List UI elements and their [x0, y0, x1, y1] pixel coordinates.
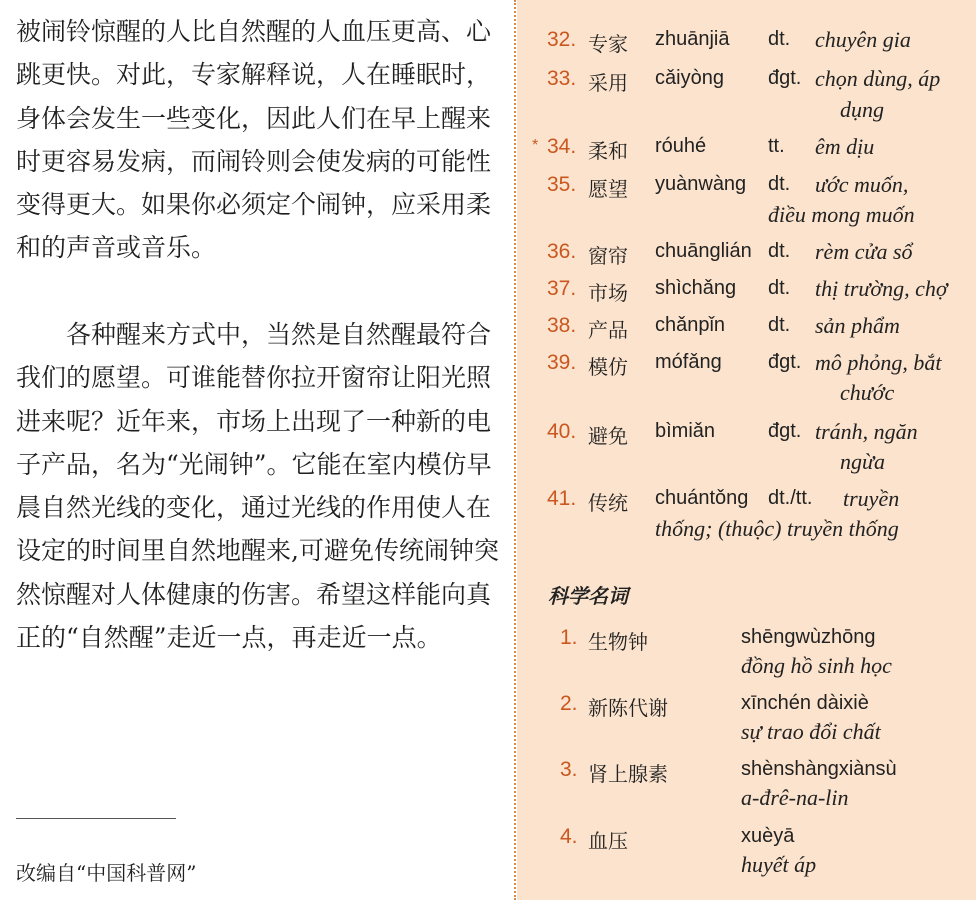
vocab-number: 36.: [547, 240, 577, 263]
term-meaning: sự trao đổi chất: [741, 719, 881, 744]
term-meaning: a-đrê-na-lin: [741, 785, 849, 810]
vocab-meaning: êm dịu: [815, 134, 875, 159]
vocab-pinyin: zhuānjiā: [655, 28, 730, 50]
article-paragraph-1: 被闹铃惊醒的人比自然醒的人血压更高、心跳更快。对此，专家解释说，人在睡眠时，身体会发生一些变化，因此人们在早上醒来时更容易发病，而闹铃则会使发病的可能性变得更大。如果你必须定个闹钟，应采用柔和的声音或音乐。: [16, 17, 492, 263]
vocab-chinese: 模仿: [588, 355, 628, 379]
vocab-pinyin: cǎiyòng: [655, 67, 724, 89]
term-pinyin: shēngwùzhōng: [741, 626, 876, 648]
vocab-pinyin: yuànwàng: [655, 173, 747, 195]
vocab-number: 34.: [547, 135, 577, 158]
vocab-chinese: 专家: [588, 32, 628, 56]
vocab-pos: dt.: [768, 173, 791, 195]
vocab-meaning: chuyên gia: [815, 27, 911, 52]
term-pinyin: xīnchén dàixiè: [741, 692, 869, 714]
vocab-pinyin: chǎnpǐn: [655, 314, 726, 336]
article-source: 改编自“中国科普网”: [16, 861, 197, 885]
vocab-pos: đgt.: [768, 351, 802, 373]
term-number: 2.: [560, 692, 578, 715]
vocab-meaning: sản phẩm: [815, 313, 900, 338]
vocab-pinyin: bìmiǎn: [655, 420, 716, 442]
vocab-number: 41.: [547, 487, 577, 510]
vocab-pos: dt.: [768, 314, 791, 336]
vocab-pinyin: róuhé: [655, 135, 707, 157]
article-paragraph-2: 各种醒来方式中，当然是自然醒最符合我们的愿望。可谁能替你拉开窗帘让阳光照进来呢？近年来，市场上出现了一种新的电子产品，名为“光闹钟”。它能在室内模仿早晨自然光线的变化，通过光线的作用使人在设定的时间里自然地醒来,可避免传统闹钟突然惊醒对人体健康的伤害。希望这样能向真正的“自然醒”走近一点，再走近一点。: [16, 320, 499, 653]
vocab-chinese: 传统: [588, 491, 628, 515]
vocab-pos: dt./tt.: [768, 487, 813, 509]
vocab-number: 39.: [547, 351, 577, 374]
vocab-meaning-continued: điều mong muốn: [768, 202, 915, 227]
vocab-pos: đgt.: [768, 67, 802, 89]
term-number: 1.: [560, 626, 578, 649]
vocab-number: 32.: [547, 28, 577, 51]
term-meaning: đồng hồ sinh học: [741, 653, 892, 678]
vocab-chinese: 避免: [588, 424, 628, 448]
vocab-number: 37.: [547, 277, 577, 300]
vocab-meaning: thị trường, chợ: [815, 276, 948, 301]
vocab-meaning-continued: thống; (thuộc) truyền thống: [655, 516, 899, 541]
term-chinese: 生物钟: [588, 630, 648, 654]
term-chinese: 新陈代谢: [588, 696, 668, 720]
vocab-meaning: rèm cửa sổ: [815, 239, 913, 264]
term-chinese: 血压: [588, 829, 628, 853]
vocab-chinese: 愿望: [588, 177, 628, 201]
vocab-pinyin: chuántǒng: [655, 487, 749, 509]
term-meaning: huyết áp: [741, 852, 817, 877]
vocab-chinese: 柔和: [588, 139, 628, 163]
vocab-number: 40.: [547, 420, 577, 443]
term-number: 3.: [560, 758, 578, 781]
vocab-pos: dt.: [768, 28, 791, 50]
vocab-meaning: tránh, ngăn: [815, 419, 918, 444]
vocab-chinese: 采用: [588, 71, 628, 95]
vocab-chinese: 市场: [588, 281, 628, 305]
vocab-pos: dt.: [768, 277, 791, 299]
vocab-meaning: mô phỏng, bắt: [815, 350, 942, 375]
vocab-pinyin: mófǎng: [655, 351, 722, 373]
term-pinyin: shènshàngxiànsù: [741, 758, 897, 780]
star-mark: *: [532, 137, 539, 154]
vocab-pos: đgt.: [768, 420, 802, 442]
vocab-number: 35.: [547, 173, 577, 196]
vocab-meaning-continued: dụng: [840, 97, 884, 122]
vocab-meaning-continued: ngừa: [840, 449, 885, 474]
vocab-meaning: ước muốn,: [815, 172, 909, 197]
vocab-pinyin: shìchǎng: [655, 277, 737, 299]
term-number: 4.: [560, 825, 578, 848]
vocab-number: 38.: [547, 314, 577, 337]
vocab-meaning: chọn dùng, áp: [815, 66, 941, 91]
footnote-divider: [16, 818, 176, 819]
vocab-meaning-continued: chước: [840, 380, 895, 405]
column-divider: [514, 0, 516, 900]
science-terms-heading: 科学名词: [548, 584, 628, 608]
vocab-pinyin: chuānglián: [655, 240, 752, 262]
term-pinyin: xuèyā: [741, 825, 795, 847]
vocab-chinese: 产品: [588, 318, 628, 342]
vocab-pos: dt.: [768, 240, 791, 262]
vocab-number: 33.: [547, 67, 577, 90]
term-chinese: 肾上腺素: [588, 762, 668, 786]
vocab-pos: tt.: [768, 135, 785, 157]
vocab-chinese: 窗帘: [588, 244, 628, 268]
vocab-meaning: truyền: [843, 486, 900, 511]
